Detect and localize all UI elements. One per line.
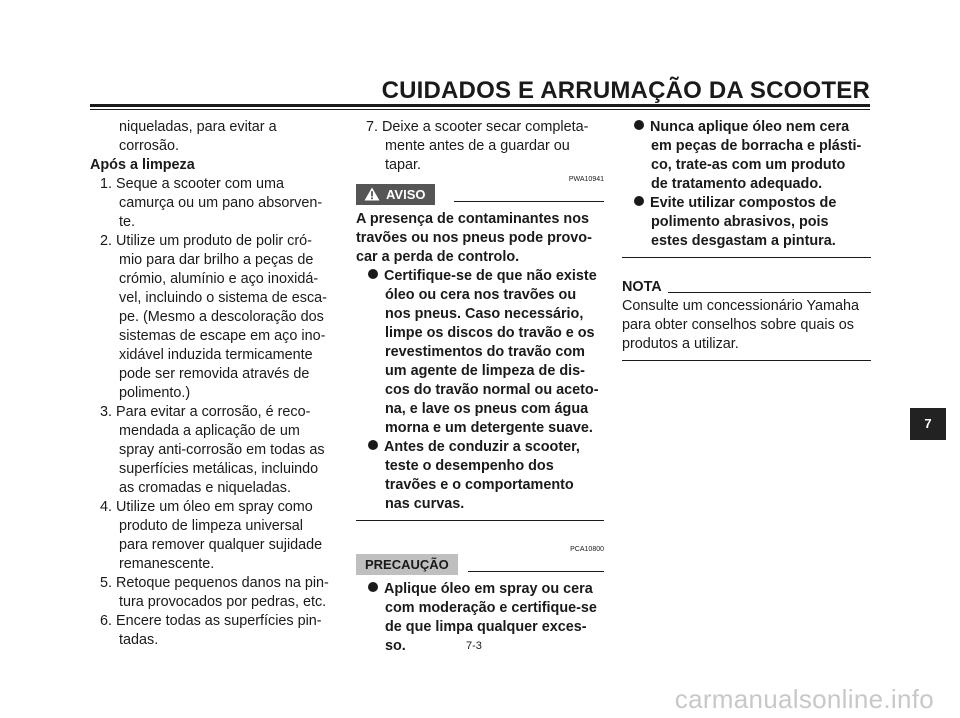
caution-bullet: Aplique óleo em spray ou cera com moderação e certifique-se de que limpa qualquer exces- so. xyxy=(356,580,604,656)
caution-code: PCA10800 xyxy=(570,546,604,553)
page-number: 7-3 xyxy=(466,640,482,652)
bullet-icon xyxy=(634,120,644,130)
list-item: 3. Para evitar a corrosão, é reco- mendada a aplicação de um spray anti-corrosão em todas as superfícies metálicas, incluindo as cromadas e niqueladas. xyxy=(100,404,325,496)
warning-block: PWA10941 AVISO A presença de contaminantes nos travões ou nos pneus pode provo- car a perda de controlo. Certifique-se de que não existe óleo ou cera nos travões ou nos pneus. Caso necessário, limpe os discos do travão e os revestimentos do travão com um agente de limpeza de dis- cos do travão normal ou aceto- na, e lave os pneus com água morna e um detergente suave. Antes de conduzir a scooter, teste o desempenho dos travões e o comportamento nas curvas. xyxy=(356,175,604,521)
column-right xyxy=(622,118,871,361)
caution-badge: PRECAUÇÃO xyxy=(356,554,458,575)
warning-bullet: Antes de conduzir a scooter, teste o desempenho dos travões e o comportamento nas curvas. xyxy=(356,438,604,514)
bullet-icon xyxy=(634,196,644,206)
warning-triangle-icon xyxy=(364,187,380,201)
chapter-tab: 7 xyxy=(910,408,946,440)
warning-end-rule xyxy=(356,520,604,521)
note-label-rule xyxy=(668,292,871,293)
list-item: 2. Utilize um produto de polir cró- mio para dar brilho a peças de crómio, alumínio e aço inoxidá- vel, incluindo o sistema de esca- pe. (Mesmo a descoloração dos sistemas de escape em aço ino- xidável induzida termicamente pode ser removida através de polimento.) xyxy=(100,233,327,401)
bullet-icon xyxy=(368,440,378,450)
caution-label-rule xyxy=(468,571,604,572)
warning-label-rule xyxy=(454,201,604,202)
list-item: 1. Seque a scooter com uma camurça ou um pano absorven- te. xyxy=(100,176,323,230)
section-heading-after-cleaning: Após a limpeza xyxy=(90,157,195,173)
note-block: NOTA Consulte um concessionário Yamaha para obter conselhos sobre quais os produtos a utilizar. xyxy=(622,278,871,361)
list-item: 7. Deixe a scooter secar completa- mente antes de a guardar ou tapar. xyxy=(366,119,589,173)
header-rule-thin xyxy=(90,109,870,110)
bullet-icon xyxy=(368,582,378,592)
watermark: carmanualsonline.info xyxy=(674,684,934,714)
header-rule-thick xyxy=(90,104,870,107)
warning-badge: AVISO xyxy=(356,184,435,205)
list-item: 6. Encere todas as superfícies pin- tadas. xyxy=(100,613,322,648)
column-middle xyxy=(356,118,604,656)
continued-text: niqueladas, para evitar a xyxy=(119,119,277,135)
list-item: 4. Utilize um óleo em spray como produto de limpeza universal para remover qualquer sujidade remanescente. xyxy=(100,499,323,572)
note-label: NOTA xyxy=(622,279,662,295)
caution-end-rule xyxy=(622,257,871,258)
warning-code: PWA10941 xyxy=(568,176,604,183)
caution-bullet: Nunca aplique óleo nem cera em peças de borracha e plásti- co, trate-as com um produto de tratamento adequado. xyxy=(622,118,871,194)
warning-bullet: Certifique-se de que não existe óleo ou cera nos travões ou nos pneus. Caso necessário, limpe os discos do travão e os revestimentos do travão com um agente de limpeza de dis- cos do travão normal ou aceto- na, e lave os pneus com água morna e um detergente suave. xyxy=(356,267,604,438)
list-item: 5. Retoque pequenos danos na pin- tura provocados por pedras, etc. xyxy=(100,575,329,610)
bullet-icon xyxy=(368,269,378,279)
page-header-title: CUIDADOS E ARRUMAÇÃO DA SCOOTER xyxy=(381,77,870,104)
caution-bullet: Evite utilizar compostos de polimento abrasivos, pois estes desgastam a pintura. xyxy=(622,194,871,251)
note-end-rule xyxy=(622,360,871,361)
column-left xyxy=(90,118,336,650)
continued-text: corrosão. xyxy=(119,138,179,154)
